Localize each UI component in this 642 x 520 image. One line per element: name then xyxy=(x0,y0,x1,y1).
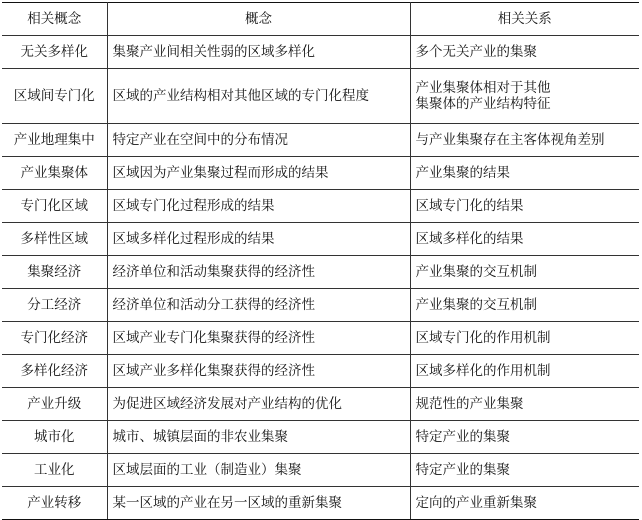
table-body xyxy=(2,36,639,520)
cell-definition: 区域专门化过程形成的结果 xyxy=(107,190,410,223)
cell-relation: 特定产业的集聚 xyxy=(410,421,639,454)
cell-definition: 经济单位和活动分工获得的经济性 xyxy=(107,289,410,322)
cell-relation: 特定产业的集聚 xyxy=(410,454,639,487)
table-row xyxy=(2,454,639,487)
cell-relation: 规范性的产业集聚 xyxy=(410,388,639,421)
cell-relation: 产业集聚的结果 xyxy=(410,157,639,190)
cell-term: 无关多样化 xyxy=(2,36,107,69)
cell-relation: 产业集聚体相对于其他 集聚体的产业结构特征 xyxy=(410,69,639,124)
table-row xyxy=(2,124,639,157)
cell-definition: 区域的产业结构相对其他区域的专门化程度 xyxy=(107,69,410,124)
cell-relation: 区域多样化的结果 xyxy=(410,223,639,256)
cell-term: 区域间专门化 xyxy=(2,69,107,124)
cell-definition: 特定产业在空间中的分布情况 xyxy=(107,124,410,157)
cell-term: 产业集聚体 xyxy=(2,157,107,190)
header-related-concept: 相关概念 xyxy=(2,3,107,36)
cell-definition: 集聚产业间相关性弱的区域多样化 xyxy=(107,36,410,69)
cell-definition: 区域多样化过程形成的结果 xyxy=(107,223,410,256)
cell-relation: 定向的产业重新集聚 xyxy=(410,487,639,520)
table-row xyxy=(2,256,639,289)
table-row xyxy=(2,36,639,69)
concept-table xyxy=(2,2,639,520)
table-row xyxy=(2,289,639,322)
table-row xyxy=(2,355,639,388)
header-concept: 概念 xyxy=(107,3,410,36)
cell-term: 产业地理集中 xyxy=(2,124,107,157)
cell-relation: 产业集聚的交互机制 xyxy=(410,256,639,289)
table-row xyxy=(2,388,639,421)
table-row xyxy=(2,322,639,355)
header-row xyxy=(2,3,639,36)
cell-term: 城市化 xyxy=(2,421,107,454)
cell-term: 工业化 xyxy=(2,454,107,487)
cell-relation: 多个无关产业的集聚 xyxy=(410,36,639,69)
cell-term: 专门化区域 xyxy=(2,190,107,223)
cell-relation: 区域多样化的作用机制 xyxy=(410,355,639,388)
cell-term: 集聚经济 xyxy=(2,256,107,289)
cell-term: 产业升级 xyxy=(2,388,107,421)
cell-term: 多样性区域 xyxy=(2,223,107,256)
cell-term: 分工经济 xyxy=(2,289,107,322)
table-row xyxy=(2,190,639,223)
cell-definition: 城市、城镇层面的非农业集聚 xyxy=(107,421,410,454)
cell-definition: 经济单位和活动集聚获得的经济性 xyxy=(107,256,410,289)
table-row xyxy=(2,223,639,256)
cell-definition: 区域层面的工业（制造业）集聚 xyxy=(107,454,410,487)
table-header xyxy=(2,3,639,36)
table-row xyxy=(2,487,639,520)
header-relationship: 相关关系 xyxy=(410,3,639,36)
table-row xyxy=(2,421,639,454)
table-row xyxy=(2,69,639,124)
cell-term: 专门化经济 xyxy=(2,322,107,355)
cell-definition: 为促进区域经济发展对产业结构的优化 xyxy=(107,388,410,421)
concept-table-container xyxy=(2,2,639,520)
cell-relation: 与产业集聚存在主客体视角差别 xyxy=(410,124,639,157)
cell-relation: 区域专门化的结果 xyxy=(410,190,639,223)
cell-term: 多样化经济 xyxy=(2,355,107,388)
cell-definition: 区域产业多样化集聚获得的经济性 xyxy=(107,355,410,388)
cell-term: 产业转移 xyxy=(2,487,107,520)
cell-definition: 区域产业专门化集聚获得的经济性 xyxy=(107,322,410,355)
cell-relation: 产业集聚的交互机制 xyxy=(410,289,639,322)
cell-relation: 区域专门化的作用机制 xyxy=(410,322,639,355)
table-row xyxy=(2,157,639,190)
cell-definition: 某一区域的产业在另一区域的重新集聚 xyxy=(107,487,410,520)
cell-definition: 区域因为产业集聚过程而形成的结果 xyxy=(107,157,410,190)
